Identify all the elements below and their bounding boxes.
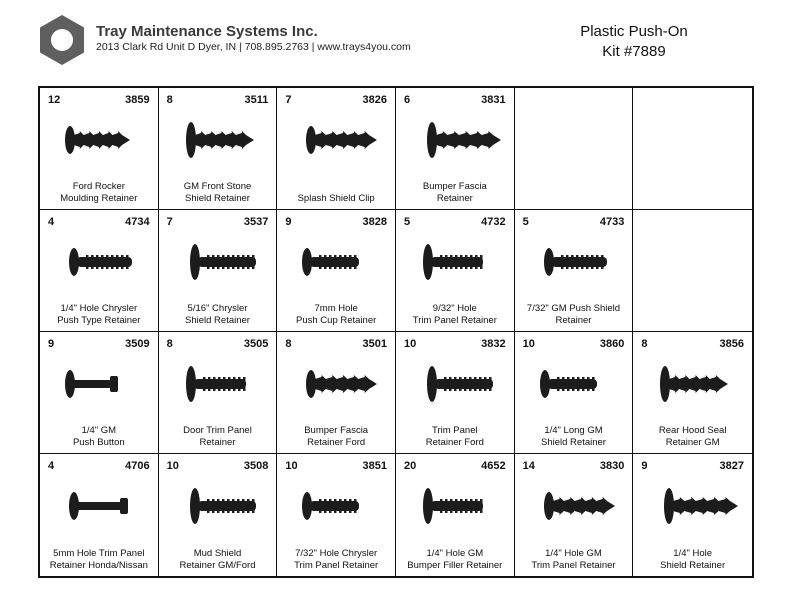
part-description: [279, 425, 393, 449]
part-description-line1: Rear Hood Seal: [658, 425, 727, 436]
part-description-line1: Splash Shield Clip: [297, 193, 375, 204]
part-description-line1: Door Trim Panel: [183, 425, 252, 436]
part-description: [42, 548, 156, 572]
push-retainer-icon: [519, 354, 629, 414]
part-number: 3826: [362, 94, 387, 106]
part-cell: [40, 454, 159, 576]
part-description-line2: Push Cup Retainer: [296, 315, 377, 326]
part-quantity: 5: [403, 216, 411, 228]
part-cell: [277, 454, 396, 576]
part-number: 3827: [719, 460, 744, 472]
part-description: [398, 425, 512, 449]
push-retainer-icon: [281, 476, 391, 536]
part-number: 3537: [243, 216, 269, 228]
part-description-line2: Shield Retainer: [185, 315, 250, 326]
part-number: 4732: [481, 216, 506, 228]
part-description: [279, 548, 393, 572]
part-quantity: 6: [403, 94, 411, 106]
part-quantity: 12: [48, 94, 61, 106]
part-quantity: 9: [285, 216, 292, 228]
part-number: 4706: [125, 460, 150, 472]
tree-fastener-icon: [281, 110, 391, 170]
part-number: 3860: [599, 338, 625, 350]
push-retainer-icon: [163, 354, 273, 414]
part-cell: [277, 88, 396, 210]
part-description-line2: Push Button: [72, 437, 125, 448]
part-quantity: 8: [285, 338, 292, 350]
part-description-line1: 7/32" GM Push Shield: [526, 303, 621, 314]
part-number: 3508: [243, 460, 269, 472]
part-description: [279, 303, 393, 327]
tree-fastener-icon: [163, 110, 273, 170]
part-description-line2: Trim Panel Retainer: [412, 315, 497, 326]
part-description: [42, 303, 156, 327]
part-number: 3859: [125, 94, 150, 106]
part-number: 3851: [362, 460, 387, 472]
kit-title: [540, 22, 728, 62]
part-description: [161, 548, 275, 572]
part-description-line2: Retainer: [199, 437, 236, 448]
push-button-icon: [44, 476, 154, 536]
part-description-line2: Moulding Retainer: [60, 193, 138, 204]
part-cell: [159, 210, 278, 332]
part-cell: [277, 210, 396, 332]
header: [0, 0, 792, 84]
part-description-line1: 1/4" Long GM: [544, 425, 603, 436]
empty-cell: [515, 88, 634, 210]
part-description-line1: 5/16" Chrysler: [187, 303, 248, 314]
part-quantity: 5: [522, 216, 529, 228]
part-description-line2: Shield Retainer: [185, 193, 250, 204]
part-description-line1: 9/32" Hole: [432, 303, 477, 314]
part-description-line1: 7mm Hole: [314, 303, 358, 314]
part-description: [161, 425, 275, 449]
part-description: [398, 303, 512, 327]
part-cell: [633, 332, 752, 454]
part-description-line1: Trim Panel: [432, 425, 478, 436]
part-number: 4733: [599, 216, 625, 228]
part-quantity: 9: [641, 460, 648, 472]
part-cell: [515, 454, 634, 576]
part-description-line2: Bumper Filler Retainer: [407, 560, 503, 571]
tree-fastener-icon: [281, 354, 391, 414]
part-description: [42, 181, 156, 205]
part-cell: [396, 88, 515, 210]
part-description-line2: Push Type Retainer: [57, 315, 141, 326]
part-description-line2: Trim Panel Retainer: [294, 560, 379, 571]
part-cell: [159, 88, 278, 210]
hex-nut-logo-icon: [38, 14, 86, 66]
part-number: 4734: [125, 216, 150, 228]
part-description-line2: Trim Panel Retainer: [531, 560, 616, 571]
part-cell: [40, 88, 159, 210]
part-description-line2: Retainer Ford: [307, 437, 366, 448]
company-name: Tray Maintenance Systems Inc.: [96, 23, 318, 40]
part-description-line2: Shield Retainer: [541, 437, 606, 448]
part-quantity: 7: [166, 216, 173, 228]
part-description-line1: 5mm Hole Trim Panel: [53, 548, 145, 559]
part-number: 3505: [243, 338, 269, 350]
part-description: [517, 548, 631, 572]
part-description-line1: 1/4" Hole: [673, 548, 713, 559]
part-quantity: 10: [403, 338, 417, 350]
part-description-line2: Shield Retainer: [660, 560, 726, 571]
part-description: [161, 303, 275, 327]
part-number: 3511: [244, 94, 269, 106]
part-cell: [515, 210, 634, 332]
part-cell: [633, 454, 752, 576]
part-quantity: 20: [403, 460, 417, 472]
push-retainer-icon: [519, 232, 629, 292]
part-number: 3832: [481, 338, 506, 350]
empty-cell: [633, 88, 752, 210]
part-number: 3501: [362, 338, 387, 350]
part-description: [517, 303, 631, 327]
part-number: 3830: [599, 460, 625, 472]
part-cell: [396, 332, 515, 454]
push-retainer-icon: [400, 232, 510, 292]
part-cell: [40, 210, 159, 332]
push-retainer-icon: [163, 232, 273, 292]
part-cell: [396, 454, 515, 576]
part-quantity: 4: [48, 460, 55, 472]
part-cell: [40, 332, 159, 454]
push-retainer-icon: [281, 232, 391, 292]
push-retainer-icon: [163, 476, 273, 536]
part-description: [161, 181, 275, 205]
part-description-line1: Bumper Fascia: [304, 425, 369, 436]
part-quantity: 8: [166, 338, 173, 350]
part-description: [398, 181, 512, 205]
kit-title-line1: Plastic Push-On: [580, 23, 688, 40]
part-quantity: 14: [522, 460, 535, 472]
part-description-line2: Retainer: [436, 193, 473, 204]
part-cell: [515, 332, 634, 454]
parts-grid: [38, 86, 754, 578]
company-address: 2013 Clark Rd Unit D Dyer, IN | 708.895.2763 | www.trays4you.com: [96, 41, 411, 53]
push-retainer-icon: [400, 476, 510, 536]
tree-fastener-icon: [637, 476, 747, 536]
part-quantity: 10: [285, 460, 298, 472]
part-quantity: 4: [48, 216, 55, 228]
empty-cell: [633, 210, 752, 332]
part-quantity: 7: [285, 94, 292, 106]
part-description: [635, 548, 750, 572]
part-cell: [159, 332, 278, 454]
push-retainer-icon: [400, 354, 510, 414]
tree-fastener-icon: [400, 110, 510, 170]
part-description-line2: Retainer GM: [665, 437, 720, 448]
part-quantity: 10: [166, 460, 179, 472]
part-quantity: 10: [522, 338, 535, 350]
part-quantity: 8: [166, 94, 173, 106]
part-number: 3828: [362, 216, 387, 228]
part-description-line1: 7/32" Hole Chrysler: [295, 548, 378, 559]
part-number: 3831: [481, 94, 506, 106]
part-description-line2: Retainer: [555, 315, 592, 326]
part-cell: [396, 210, 515, 332]
part-description-line1: 1/4" Hole GM: [426, 548, 484, 559]
part-description-line2: Retainer GM/Ford: [179, 560, 256, 571]
part-description-line1: Ford Rocker: [72, 181, 125, 192]
part-cell: [277, 332, 396, 454]
tree-fastener-icon: [519, 476, 629, 536]
part-description-line2: Retainer Honda/Nissan: [49, 560, 148, 571]
part-description: [42, 425, 156, 449]
part-quantity: 8: [641, 338, 648, 350]
part-cell: [159, 454, 278, 576]
part-description: [517, 425, 631, 449]
part-description: [279, 193, 393, 205]
part-quantity: 9: [48, 338, 55, 350]
part-number: 3856: [719, 338, 744, 350]
tree-fastener-icon: [637, 354, 747, 414]
kit-title-line2: Kit #7889: [602, 43, 666, 60]
push-button-icon: [44, 354, 154, 414]
push-retainer-icon: [44, 232, 154, 292]
part-description-line1: Mud Shield: [193, 548, 242, 559]
part-description-line2: Retainer Ford: [425, 437, 484, 448]
part-number: 4652: [481, 460, 506, 472]
part-description-line1: 1/4" GM: [81, 425, 117, 436]
part-description-line1: 1/4" Hole GM: [545, 548, 602, 559]
tree-fastener-icon: [44, 110, 154, 170]
part-description: [635, 425, 750, 449]
part-description: [398, 548, 512, 572]
part-description-line1: Bumper Fascia: [422, 181, 487, 192]
part-description-line1: 1/4" Hole Chrysler: [60, 303, 138, 314]
part-description-line1: GM Front Stone: [183, 181, 252, 192]
part-number: 3509: [125, 338, 150, 350]
